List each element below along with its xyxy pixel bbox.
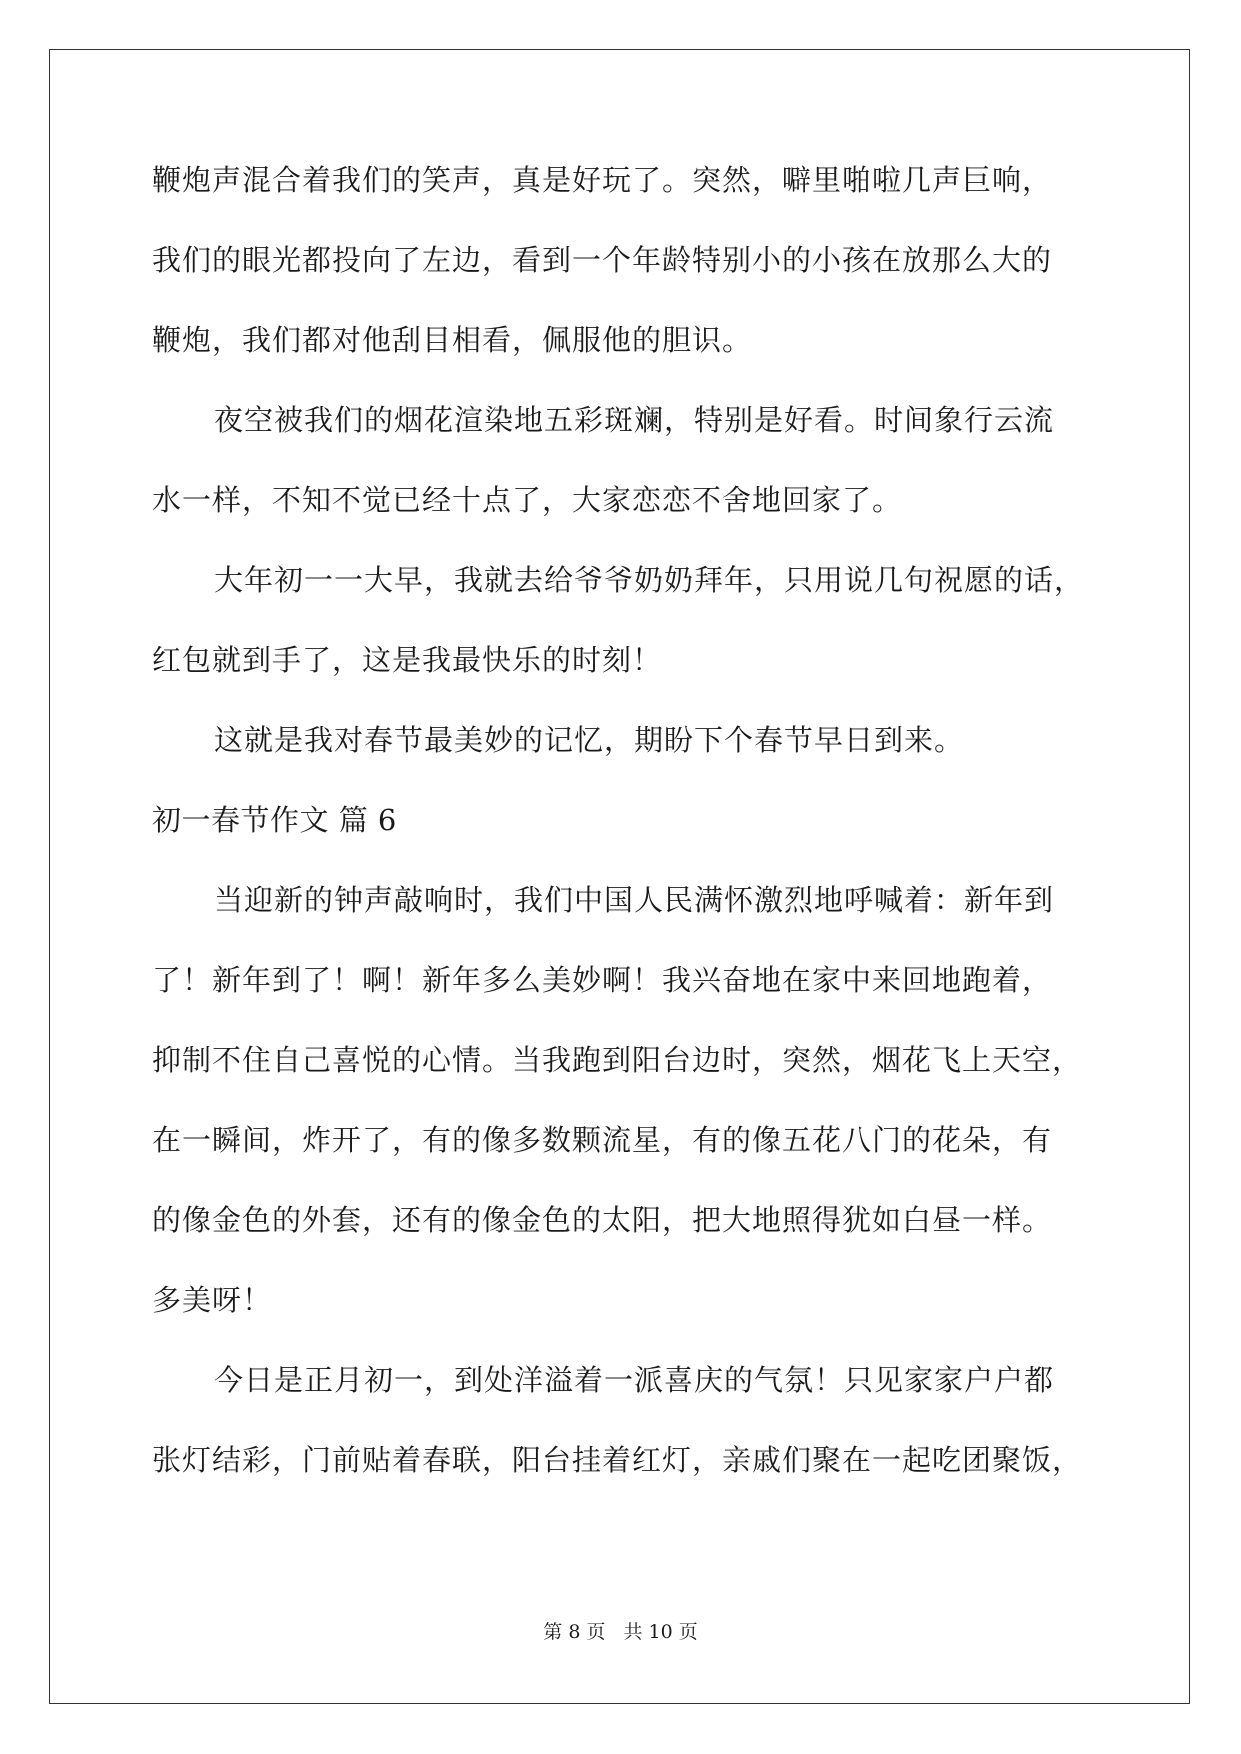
page-footer xyxy=(0,1620,1241,1644)
paragraph-first-line: 今日是正月初一，到处洋溢着一派喜庆的气氛！只见家家户户都 xyxy=(214,1363,1055,1397)
text-line: 在一瞬间，炸开了，有的像多数颗流星，有的像五花八门的花朵，有 xyxy=(152,1123,1053,1157)
text-line: 了！新年到了！啊！新年多么美妙啊！我兴奋地在家中来回地跑着， xyxy=(152,963,1053,997)
paragraph-first-line: 夜空被我们的烟花渲染地五彩斑斓，特别是好看。时间象行云流 xyxy=(214,403,1055,437)
page-number: 第 8 页 xyxy=(543,1621,606,1643)
page-total: 共 10 页 xyxy=(623,1621,698,1643)
text-line: 我们的眼光都投向了左边，看到一个年龄特别小的小孩在放那么大的 xyxy=(152,243,1053,277)
text-line: 鞭炮声混合着我们的笑声，真是好玩了。突然，噼里啪啦几声巨响， xyxy=(152,163,1053,197)
section-heading: 初一春节作文 篇 6 xyxy=(152,803,397,837)
paragraph-first-line: 大年初一一大早，我就去给爷爷奶奶拜年，只用说几句祝愿的话， xyxy=(214,563,1085,597)
paragraph-first-line: 这就是我对春节最美妙的记忆，期盼下个春节早日到来。 xyxy=(214,723,965,757)
text-line: 红包就到手了，这是我最快乐的时刻！ xyxy=(152,643,663,677)
text-line: 张灯结彩，门前贴着春联，阳台挂着红灯，亲戚们聚在一起吃团聚饭， xyxy=(152,1443,1083,1477)
document-body xyxy=(152,160,1102,1520)
paragraph-first-line: 当迎新的钟声敲响时，我们中国人民满怀激烈地呼喊着：新年到 xyxy=(214,883,1055,917)
text-line: 抑制不住自己喜悦的心情。当我跑到阳台边时，突然，烟花飞上天空， xyxy=(152,1043,1083,1077)
text-line: 鞭炮，我们都对他刮目相看，佩服他的胆识。 xyxy=(152,323,753,357)
text-line: 多美呀！ xyxy=(152,1283,273,1317)
text-line: 水一样，不知不觉已经十点了，大家恋恋不舍地回家了。 xyxy=(152,483,903,517)
text-line: 的像金色的外套，还有的像金色的太阳，把大地照得犹如白昼一样。 xyxy=(152,1203,1053,1237)
